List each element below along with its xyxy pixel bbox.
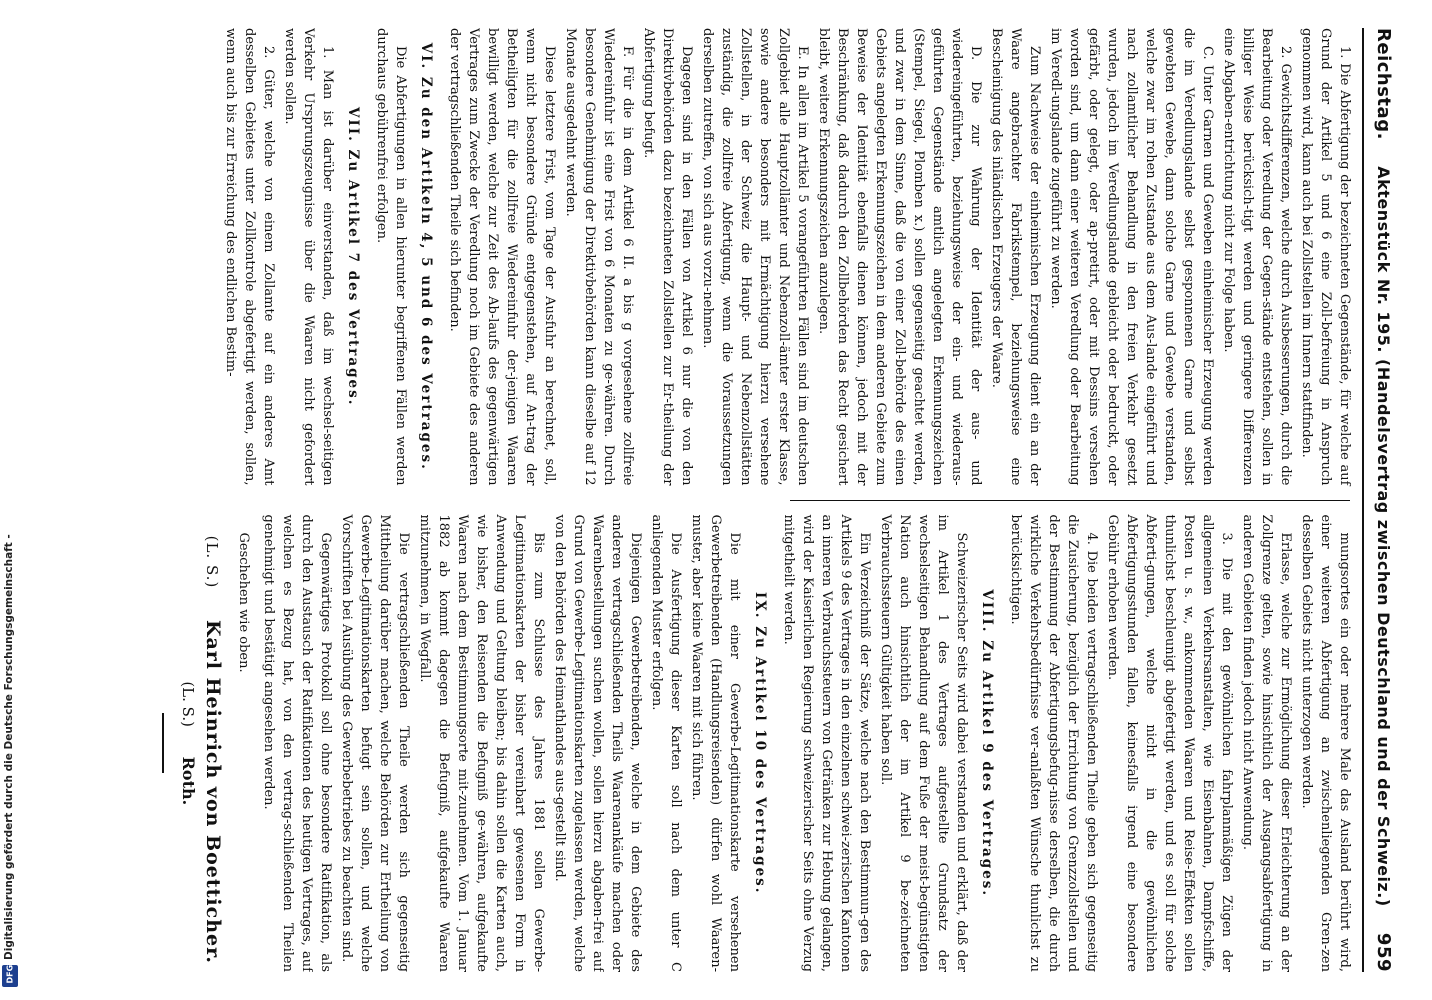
paragraph: F. Für die in dem Artikel 6 II. a bis g vorgesehene zollfreie Wiedereinfuhr ist eine Frist von 6 Monaten zu ge-währen. Durch besondere Genehmigung der Direktivbehörden kann dieselbe auf 12 Monate ausgedehnt werden. — [563, 28, 635, 486]
paragraph: Ein Verzeichniß der Sätze, welche nach den Bestimmun-gen des Artikels 9 des Vertrages in den einzelnen schwei-zerischen Kantonen an inneren Verbrauchssteuern von Getränken zur Hebung gelangen, wird der Kaiserlichen Regierung schweizerischer Seits ohne Verzug mitgetheilt werden. — [781, 514, 872, 972]
page-number: 959 — [1373, 932, 1395, 972]
paragraph: 1. Man ist darüber einverstanden, daß im wechsel-seitigen Verkehr Ursprungszeugnisse über die Waaren nicht gefordert werden sollen. — [282, 28, 335, 486]
paragraph: Bis zum Schlusse des Jahres 1881 sollen Gewerbe-Legitimationskarten der bisher vereinbart gewesenen Form in Anwendung und Geltung bleiben; bis dahin sollen die Karten auch, wie bisher, den Reisenden die Befugniß ge-währen, aufgekaufte Waaren nach dem Bestimmungsorte mit-zunehmen. Vom 1. Januar 1882 ab kommt dagegen die Befugniß, aufgekaufte Waaren mitzunehmen, in Wegfall. — [417, 514, 546, 972]
paragraph: Zum Nachweise der einheimischen Erzeugung dient ein an der Waare angebrachter Fabrikstempel, beziehungsweise eine Bescheinigung des inländischen Erzeugers der Waare. — [989, 28, 1042, 486]
paragraph: 3. Die mit den gewöhnlichen fahrplanmäßigen Zügen der allgemeinen Verkehrsanstalten, wie Eisenbahnen, Dampfschiffe, Posten u. s. w., ankommenden Waaren und Reise-Effekten sollen thunlichst beschleunigt abgefertigt werden, und es soll für solche Abferti-gungen, welche nicht in die gewöhnlichen Abfertigungsstunden fallen, keinesfalls irgend eine besondere Gebühr erhoben werden. — [1105, 514, 1234, 972]
paragraph: Schweizerischer Seits wird dabei verstanden und erklärt, daß der im Artikel 1 des Vertrages aufgestellte Grundsatz der wechselseitigen Behandlung auf dem Fuße der meist-begünstigten Nation auch hinsichtlich der im Artikel 9 be-zeichneten Verbrauchssteuern Gültigkeit haben soll. — [878, 514, 969, 972]
dfg-logo-icon — [2, 965, 18, 987]
seen-as-above: Geschehen wie oben. — [236, 532, 251, 673]
paragraph: Die Ausfertigung dieser Karten soll nach dem unter C anliegenden Muster erfolgen. — [649, 514, 683, 972]
paragraph: 1. Die Abfertigung der bezeichneten Gegenstände, für welche auf Grund der Artikel 5 und 6 eine Zoll-befreiung in Anspruch genommen wird, kann auch bei Zollstellen im Innern stattfinden. — [1299, 28, 1352, 486]
column-left — [74, 28, 1354, 500]
dfg-text: Digitalisierung gefördert durch die Deutsche Forschungsgemeinschaft - — [3, 534, 15, 960]
signature-2 — [178, 515, 198, 973]
paragraph: Diese letztere Frist, vom Tage der Ausfuhr an berechnet, soll, wenn nicht besondere Gründe entgegenstehen, auf An-trag der Betheiligten für die zollfreie Wiedereinfuhr der-jenigen Waaren bewilligt werden, welche zur Zeit des Ab-laufs des gegenwärtigen Vertrages zum Zwecke der Veredlung noch im Gebiete des anderen der vertragschließenden Theile sich befinden. — [447, 28, 557, 486]
signatory-name: Roth. — [179, 756, 198, 806]
paragraph: Erlasse, welche zur Ermöglichung dieser Erleichterung an der Zollgrenze gelten, sowie hinsichtlich der Ausgangsabfertigung in anderen Gebieten finden jedoch nicht Anwendung. — [1240, 514, 1293, 972]
paragraph: 2. Güter, welche von einem Zollamte auf ein anderes Amt desselben Gebietes unter Zollkontrole abgefertigt werden, sollen, wenn auch bis zur Erreichung des endlichen Bestim- — [223, 28, 276, 486]
header-left: Reichstag. — [1373, 28, 1395, 140]
signature-1 — [202, 515, 222, 965]
closing-rule — [162, 713, 164, 773]
dfg-logo-text: DFG — [5, 964, 15, 984]
paragraph: D. Die zur Wahrung der Identität der aus- und wiedereingeführten, beziehungsweise der ein- und wiederaus-geführten Gegenstände amtlich angelegten Erkennungszeichen (Stempel, Siegel, Plomben x.) sollen gegenseitig geachtet werden, und zwar in dem Sinne, daß die von einer Zoll-behörde des einen Gebiets angelegten Erkennungszeichen in dem anderen Gebiete zum Beweise der Identität ebenfalls dienen können, jedoch mit der Beschränkung, daß dadurch den Zollbehörden das Recht gesichert bleibt, weitere Erkennungszeichen anzulegen. — [816, 28, 983, 486]
section-heading-vii: VII. Zu Artikel 7 des Vertrages. — [345, 107, 361, 407]
signatory-name: Karl Heinrich von Boetticher. — [202, 619, 224, 964]
dfg-attribution — [0, 534, 22, 990]
paragraph: C. Unter Garnen und Geweben einheimischer Erzeugung werden die im Veredlungslande selbst gesponnenen Garne und selbst gewebten Gewebe, dann solche Garne und Gewebe verstanden, welche zwar im rohen Zustande aus dem Aus-lande eingeführt und nach zollamtlicher Behandlung in den freien Verkehr gesetzt wurden, jedoch im Veredlungslande gebleicht oder bedruckt, oder gefärbt, oder gelegt, oder ap-pretirt, oder mit Dessins versehen worden sind, um dann einer weiteren Veredlung oder Bearbeitung im Veredl-ungslande zugeführt zu werden. — [1048, 28, 1215, 486]
seal-mark: (L. S.) — [179, 681, 197, 728]
paragraph: mungsortes ein oder mehrere Male das Ausland berührt wird, einer weiteren Abfertigung an zwischenliegenden Gren-zen desselben Gebiets nicht unterzogen werden. — [1299, 514, 1352, 972]
paragraph: Die Abfertigungen in allen hierunter begriffenen Fällen werden durchaus gebührenfrei erfolgen. — [374, 28, 408, 486]
section-heading-viii: VIII. Zu Artikel 9 des Vertrages. — [979, 589, 995, 898]
paragraph: 4. Die beiden vertragschließenden Theile geben sich gegenseitig die Zusicherung, bezüglich der Errichtung von Grenzzollstellen und der Bestimmung der Abfertigungsbefug-nisse derselben, die durch wirkliche Verkehrsbedürfnisse ver-anlaßten Wünsche thunlichst zu berücksichtigen. — [1008, 514, 1099, 972]
header-title: Aktenstück Nr. 195. (Handelsvertrag zwischen Deutschland und der Schweiz.) — [1374, 166, 1394, 907]
paragraph: Dagegen sind in den Fällen von Artikel 6 nur die von den Direktivbehörden dazu bezeichneten Zollstellen zur Er-theilung der Abfertigung befugt. — [641, 28, 694, 486]
paragraph: 2. Gewichtsdifferenzen, welche durch Ausbesserungen, durch die Bearbeitung oder Veredlung der Gegen-stände entstehen, sollen in billiger Weise berücksich-tigt werden und geringere Differenzen eine Abgaben-entrichtung nicht zur Folge haben. — [1221, 28, 1293, 486]
paragraph: Die mit einer Gewerbe-Legitimationskarte versehenen Gewerbetreibenden (Handlungsreisenden) dürfen wohl Waaren-muster, aber keine Waaren mit sich führen. — [689, 514, 742, 972]
running-header — [1362, 28, 1404, 972]
section-heading-vi: VI. Zu den Artikeln 4, 5 und 6 des Vertrages. — [418, 42, 434, 471]
paragraph: Gegenwärtiges Protokoll soll ohne besondere Ratifikation, als durch den Austausch der Ratifikationen des heutigen Vertrages, auf welchen es Bezug hat, von den vertrag-schließenden Theilen genehmigt und bestätigt angesehen werden. — [261, 514, 333, 972]
paragraph: E. In allen im Artikel 5 vorangeführten Fällen sind im deutschen Zollgebiet alle Hauptzollämter und Nebenzoll-ämter erster Klasse, sowie andere besonders mit Ermächtigung hierzu versehene Zollstellen, in der Schweiz die Haupt- und Nebenzollstätten zuständig, die zollfreie Abfertigung, wenn die Voraussetzungen derselben zutreffen, von sich aus vorzu-nehmen. — [700, 28, 810, 486]
paragraph: Die vertragschließenden Theile werden sich gegenseitig Mittheilung darüber machen, welche Behörden zur Ertheilung von Gewerbe-Legitimationskarten befugt sein sollen, und welche Vorschriften bei Ausübung des Gewerbebetriebes zu beachten sind. — [339, 514, 411, 972]
paragraph: Diejenigen Gewerbetreibenden, welche in dem Gebiete des anderen vertragschließenden Theils Waarenankäufe machen oder Waarenbestellungen suchen wollen, sollen hierzu abgaben-frei auf Grund von Gewerbe-Legitimationskarten zugelassen werden, welche von den Behörden des Heimathlandes aus-gestellt sind. — [552, 514, 643, 972]
section-heading-ix: IX. Zu Artikel 10 des Vertrages. — [752, 592, 768, 895]
seal-mark: (L. S.) — [203, 535, 221, 589]
column-right — [74, 501, 1354, 973]
